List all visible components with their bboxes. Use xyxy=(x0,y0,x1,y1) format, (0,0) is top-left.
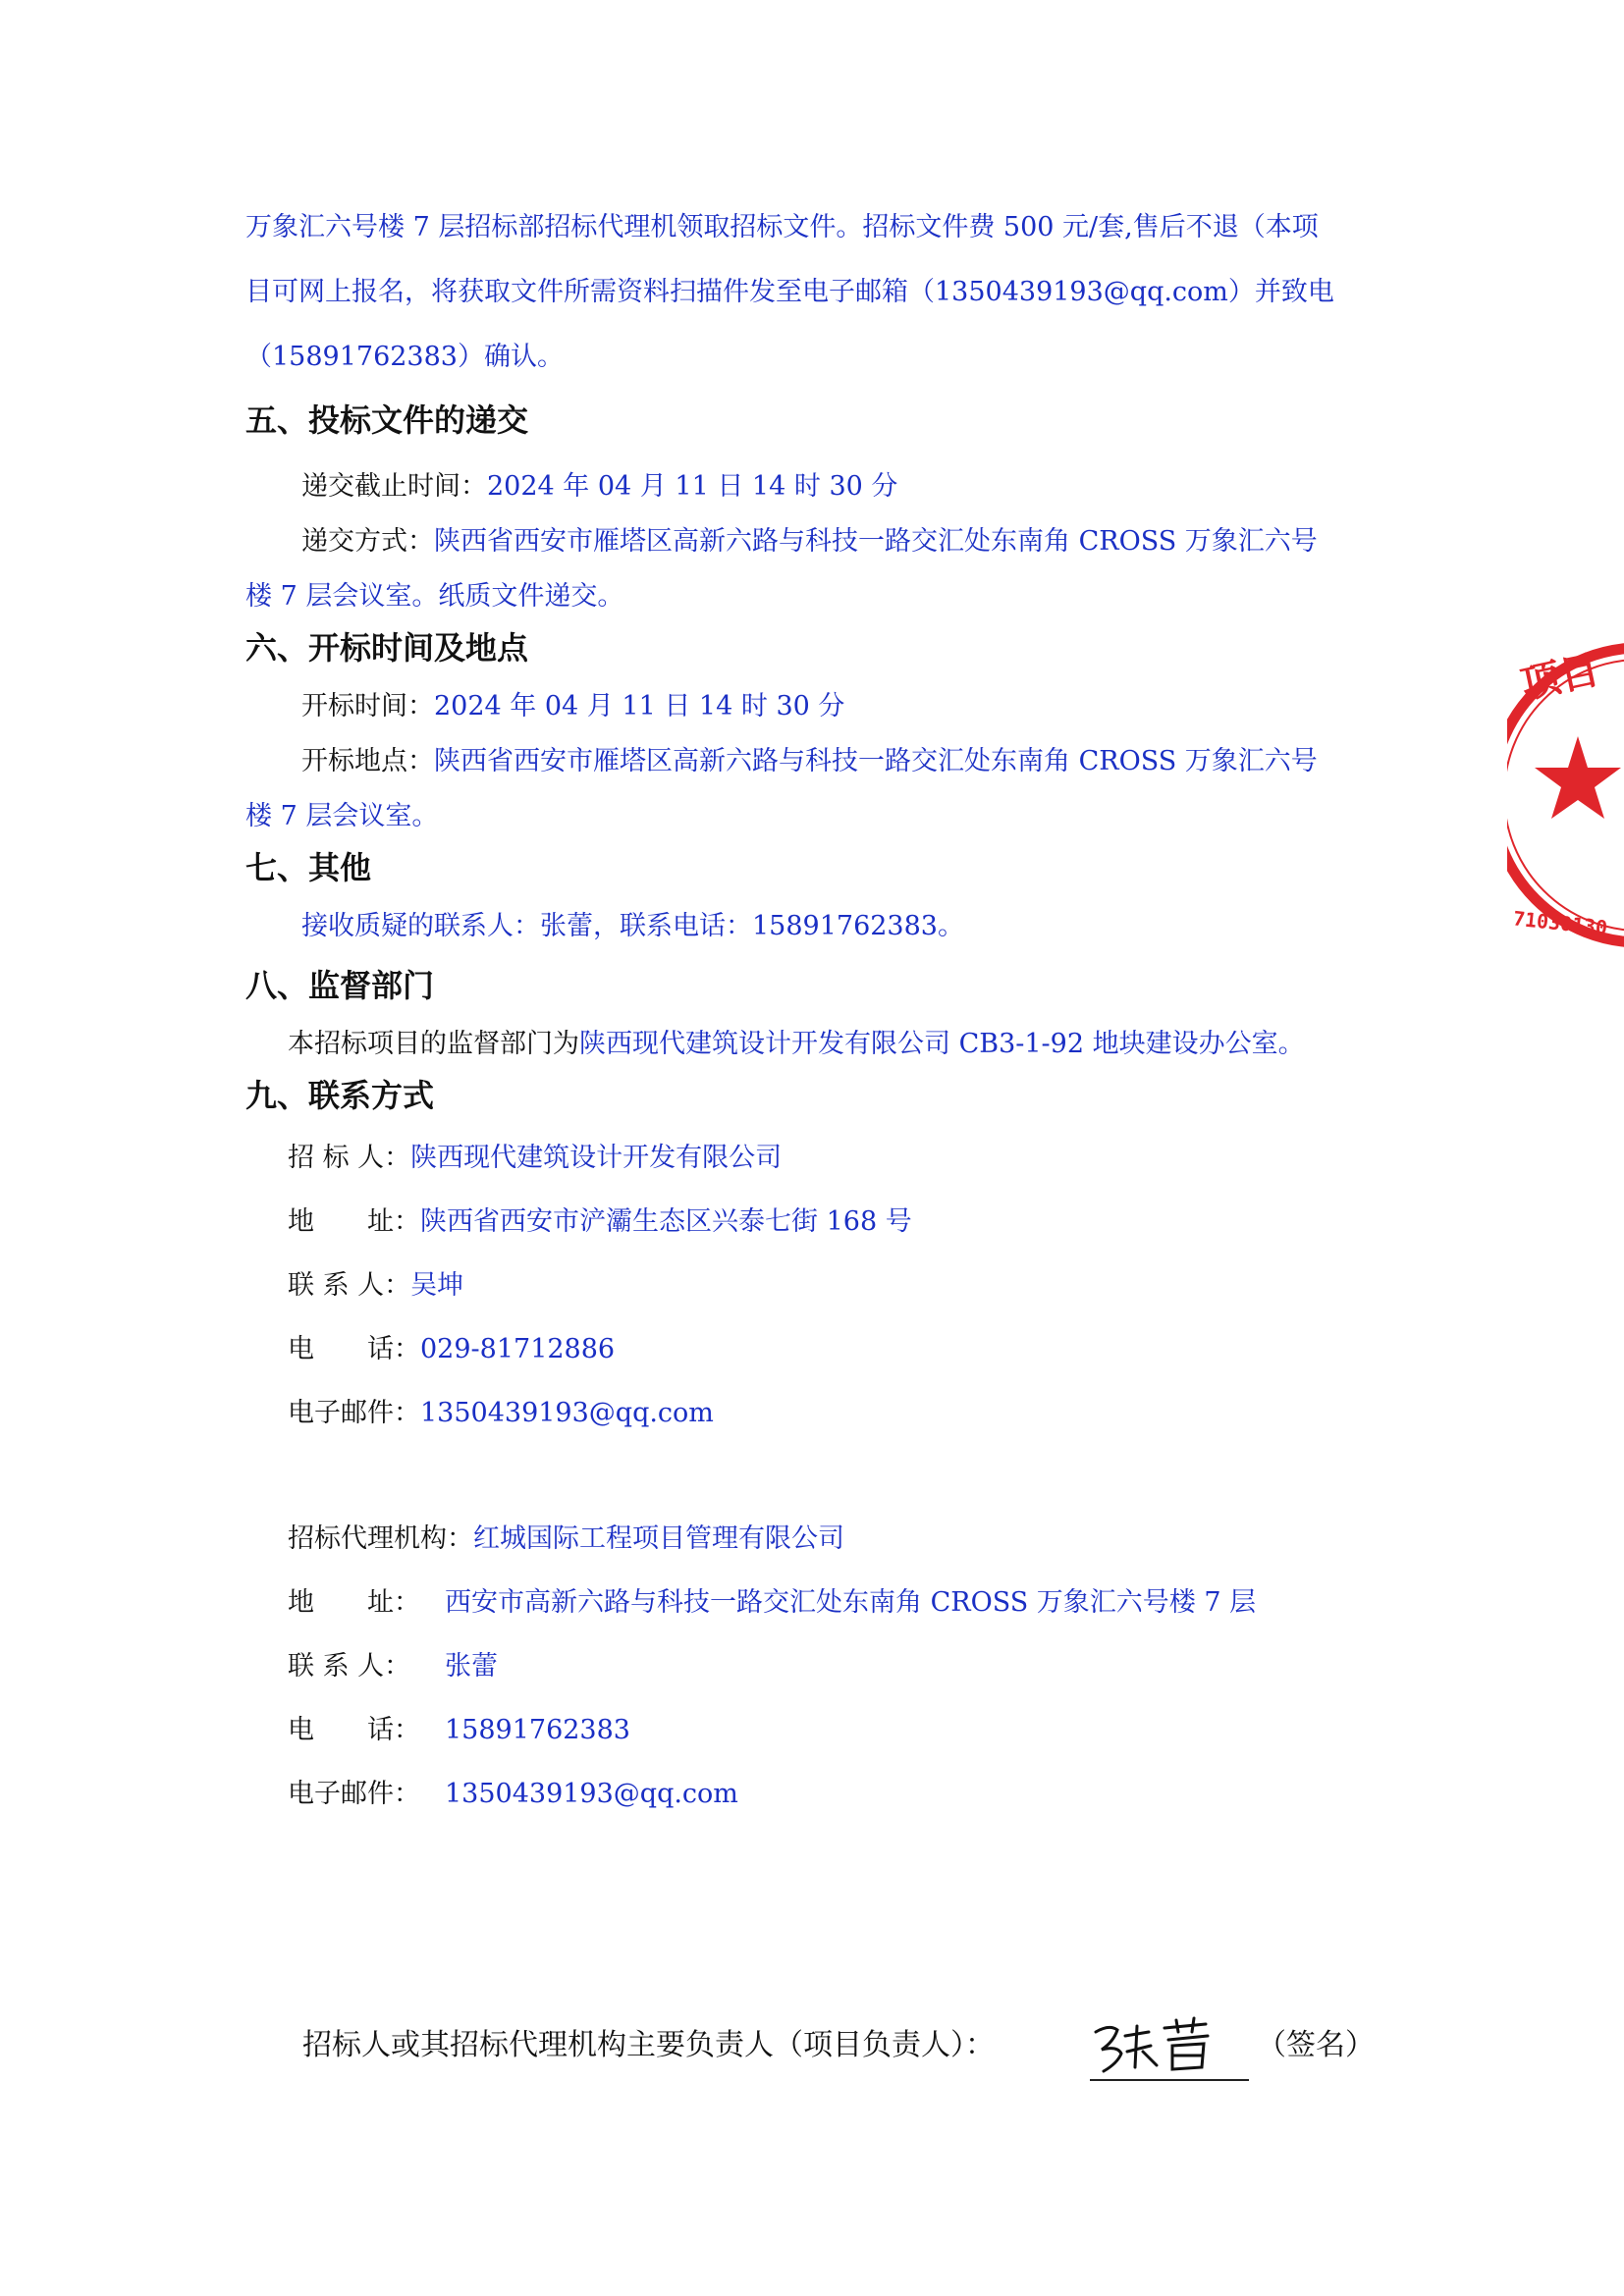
agency-contact-label: 联 系 人： xyxy=(288,1651,411,1682)
signature-suffix: （签名） xyxy=(1257,2028,1375,2062)
submit-method-value-cont: 楼 7 层会议室。纸质文件递交。 xyxy=(245,581,624,612)
tenderer-name-row xyxy=(288,1141,782,1176)
intro-line-2: 目可网上报名，将获取文件所需资料扫描件发至电子邮箱（1350439193@qq.com）并致电 xyxy=(245,277,1334,307)
agency-address-row xyxy=(288,1585,1256,1621)
agency-contact-row xyxy=(288,1649,498,1684)
intro-line-1: 万象汇六号楼 7 层招标部招标代理机领取招标文件。招标文件费 500 元/套,售后不退（本项 xyxy=(245,212,1319,242)
signature-label: 招标人或其招标代理机构主要负责人（项目负责人）： xyxy=(302,2028,995,2062)
agency-email-label: 电子邮件： xyxy=(288,1779,420,1809)
supervision-dept: 陕西现代建筑设计开发有限公司 CB3-1-92 地块建设办公室。 xyxy=(579,1029,1305,1059)
opening-place-value: 陕西省西安市雁塔区高新六路与科技一路交汇处东南角 CROSS 万象汇六号 xyxy=(434,746,1318,776)
submit-method-row xyxy=(301,524,1318,560)
svg-text:项目: 项目 xyxy=(1517,647,1603,709)
opening-place-label: 开标地点： xyxy=(301,746,434,776)
section-7-heading: 七、其他 xyxy=(245,849,372,886)
agency-name-value: 红城国际工程项目管理有限公司 xyxy=(473,1523,844,1554)
tenderer-name-value: 陕西现代建筑设计开发有限公司 xyxy=(410,1143,783,1173)
tenderer-contact-label: 联 系 人： xyxy=(288,1270,411,1301)
agency-name-row xyxy=(288,1522,844,1557)
submit-method-label: 递交方式： xyxy=(301,526,434,557)
opening-time-value: 2024 年 04 月 11 日 14 时 30 分 xyxy=(434,691,845,721)
tenderer-address-row xyxy=(288,1204,912,1240)
tenderer-phone-value: 029-81712886 xyxy=(420,1334,616,1364)
agency-email-row xyxy=(288,1777,738,1812)
agency-address-label: 地 址： xyxy=(288,1587,420,1618)
opening-time-row xyxy=(301,689,844,724)
tenderer-address-value: 陕西省西安市浐灞生态区兴泰七街 168 号 xyxy=(420,1206,912,1237)
svg-text:71030130: 71030130 xyxy=(1511,906,1609,940)
tenderer-email-label: 电子邮件： xyxy=(288,1398,420,1428)
tenderer-contact-row xyxy=(288,1268,463,1304)
opening-place-value-cont: 楼 7 层会议室。 xyxy=(245,801,439,831)
section-5-heading: 五、投标文件的递交 xyxy=(245,401,529,439)
opening-place-row xyxy=(301,744,1318,779)
supervision-prefix: 本招标项目的监督部门为 xyxy=(288,1029,579,1059)
tenderer-phone-row xyxy=(288,1332,615,1367)
section-6-heading: 六、开标时间及地点 xyxy=(245,629,529,667)
opening-time-label: 开标时间： xyxy=(301,691,434,721)
section-9-heading: 九、联系方式 xyxy=(245,1077,435,1114)
supervision-row xyxy=(288,1027,1305,1062)
deadline-row xyxy=(301,469,897,505)
section-8-heading: 八、监督部门 xyxy=(245,967,435,1004)
signature-underline xyxy=(1090,2079,1249,2081)
agency-phone-label: 电 话： xyxy=(288,1715,420,1745)
agency-email-value: 1350439193@qq.com xyxy=(445,1779,738,1809)
company-seal-icon xyxy=(1507,628,1624,962)
tenderer-email-row xyxy=(288,1396,714,1431)
deadline-value: 2024 年 04 月 11 日 14 时 30 分 xyxy=(487,471,898,502)
deadline-label: 递交截止时间： xyxy=(301,471,487,502)
agency-address-value: 西安市高新六路与科技一路交汇处东南角 CROSS 万象汇六号楼 7 层 xyxy=(445,1587,1257,1618)
tenderer-name-label: 招 标 人： xyxy=(288,1143,411,1173)
agency-name-label: 招标代理机构： xyxy=(288,1523,473,1554)
agency-contact-value: 张蕾 xyxy=(445,1651,498,1682)
intro-line-3: （15891762383）确认。 xyxy=(245,342,564,372)
agency-phone-value: 15891762383 xyxy=(445,1715,630,1745)
tenderer-address-label: 地 址： xyxy=(288,1206,420,1237)
tenderer-phone-label: 电 话： xyxy=(288,1334,420,1364)
tenderer-email-value: 1350439193@qq.com xyxy=(420,1398,714,1428)
objection-contact: 接收质疑的联系人：张蕾，联系电话：15891762383。 xyxy=(301,911,964,941)
submit-method-value: 陕西省西安市雁塔区高新六路与科技一路交汇处东南角 CROSS 万象汇六号 xyxy=(434,526,1318,557)
tenderer-contact-value: 吴坤 xyxy=(410,1270,464,1301)
agency-phone-row xyxy=(288,1713,630,1748)
handwritten-signature xyxy=(1088,2002,1235,2081)
